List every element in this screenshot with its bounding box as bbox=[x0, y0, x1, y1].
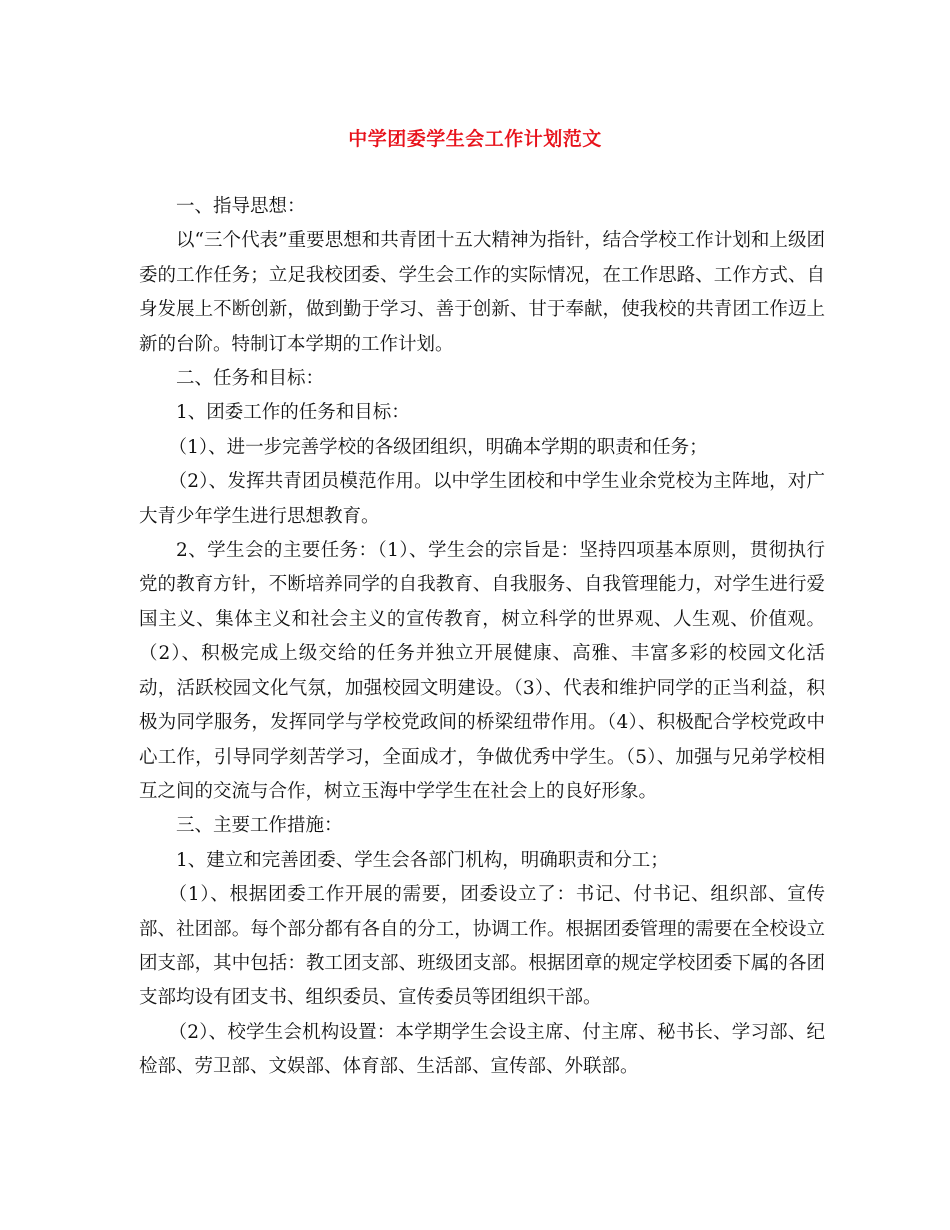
paragraph-student-union-tasks: 2、学生会的主要任务：（1）、学生会的宗旨是：坚持四项基本原则，贯彻执行党的教育方针，不断培养同学的自我教育、自我服务、自我管理能力，对学生进行爱国主义、集体主义和社会主义的宣传教育，树立科学的世界观、人生观、价值观。（2）、积极完成上级交给的任务并独立开展健康、高雅、丰富多彩的校园文化活动，活跃校园文化气氛，加强校园文明建设。（3）、代表和维护同学的正当利益，积极为同学服务，发挥同学与学校党政间的桥梁纽带作用。（4）、积极配合学校党政中心工作，引导同学刻苦学习，全面成才，争做优秀中学生。（5）、加强与兄弟学校相互之间的交流与合作，树立玉海中学学生在社会上的良好形象。 bbox=[139, 540, 825, 802]
section-heading-tasks-goals: 二、任务和目标： bbox=[176, 368, 325, 390]
section-heading-guiding-ideology: 一、指导思想： bbox=[176, 196, 306, 217]
section-heading-work-measures: 三、主要工作措施： bbox=[176, 815, 343, 837]
paragraph-guiding-ideology: 以“三个代表”重要思想和共青团十五大精神为指针，结合学校工作计划和上级团委的工作任务；立足我校团委、学生会工作的实际情况，在工作思路、工作方式、自身发展上不断创新，做到勤于学习、善于创新、甘于奉献，使我校的共青团工作迈上新的台阶。特制订本学期的工作计划。 bbox=[139, 230, 825, 355]
subheading-organization: 1、建立和完善团委、学生会各部门机构，明确职责和分工； bbox=[176, 849, 669, 871]
list-item-league-task-1: （1）、进一步完善学校的各级团组织，明确本学期的职责和任务； bbox=[168, 436, 708, 458]
list-item-union-structure: （2）、校学生会机构设置：本学期学生会设主席、付主席、秘书长、学习部、纪检部、劳卫部、文娱部、体育部、生活部、宣传部、外联部。 bbox=[139, 1021, 825, 1078]
document-title: 中学团委学生会工作计划范文 bbox=[348, 128, 602, 150]
list-item-league-task-2: （2）、发挥共青团员模范作用。以中学生团校和中学生业余党校为主阵地，对广大青少年学生进行思想教育。 bbox=[139, 471, 825, 527]
list-item-league-structure: （1）、根据团委工作开展的需要，团委设立了：书记、付书记、组织部、宣传部、社团部。每个部分都有各自的分工，协调工作。根据团委管理的需要在全校设立团支部，其中包括：教工团支部、班级团支部。根据团章的规定学校团委下属的各团支部均设有团支书、组织委员、宣传委员等团组织干部。 bbox=[139, 884, 825, 1009]
subheading-league-tasks: 1、团委工作的任务和目标： bbox=[176, 402, 410, 424]
document-body bbox=[139, 190, 825, 1085]
